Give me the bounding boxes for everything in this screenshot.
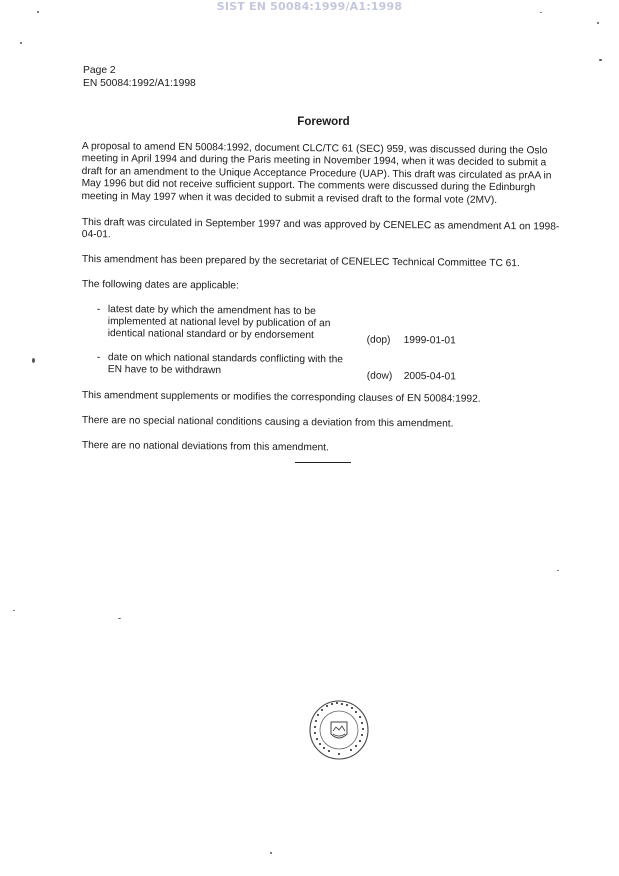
paragraph-supplements: This amendment supplements or modifies the corresponding clauses of EN 50084:1992. <box>81 390 481 405</box>
page-header <box>83 64 196 90</box>
scan-speck <box>599 59 602 61</box>
watermark: SIST EN 50084:1999/A1:1998 <box>216 0 403 13</box>
date-code: (dop) <box>366 334 391 346</box>
section-title: Foreword <box>297 116 350 128</box>
paragraph-national-deviations: There are no national deviations from this amendment. <box>81 440 329 454</box>
date-description: date on which national standards conflicting with the EN have to be withdrawn <box>107 352 344 377</box>
paragraph-secretariat: This amendment has been prepared by the secretariat of CENELEC Technical Committee TC 61. <box>81 254 520 270</box>
paragraph-approval: This draft was circulated in September 1997 and was approved by CENELEC as amendment A1 on 1998-04-01. <box>81 217 560 241</box>
scan-speck <box>118 618 121 619</box>
list-dash: - <box>96 352 101 364</box>
date-code: (dow) <box>366 370 393 382</box>
scan-speck <box>557 570 559 571</box>
date-item-dow <box>97 352 497 384</box>
scan-speck <box>540 12 542 13</box>
paragraph-dates-intro: The following dates are applicable: <box>81 279 239 292</box>
date-value: 2005-04-01 <box>403 370 456 383</box>
scan-speck <box>13 610 15 611</box>
scan-speck <box>20 42 22 44</box>
paragraph-special-conditions: There are no special national conditions causing a deviation from this amendment. <box>81 415 454 430</box>
paragraph-proposal: A proposal to amend EN 50084:1992, document CLC/TC 61 (SEC) 959, was discussed during the Oslo meeting in April 1994 and during the Paris meeting in November 1994, when it was decided to submit a draft for an amendment to the Unique Acceptance Procedure (UAP). This draft was circulated as prAA in May 1996 but did not receive sufficient support. The comments were discussed during the Edinburgh meeting in May 1997 when it was decided to submit a revised draft to the formal vote (2MV). <box>81 141 552 206</box>
scan-speck <box>32 358 35 363</box>
scan-speck <box>270 852 272 854</box>
date-description: latest date by which the amendment has to be implemented at national level by publication of an identical national standard or by endorsement <box>107 304 331 342</box>
page-number: Page 2 <box>83 65 116 76</box>
official-seal <box>307 698 371 762</box>
list-dash: - <box>96 304 101 316</box>
scan-speck <box>597 22 599 24</box>
date-item-dop <box>97 304 497 348</box>
document-id: EN 50084:1992/A1:1998 <box>83 78 196 89</box>
scan-speck <box>37 11 39 13</box>
date-value: 1999-01-01 <box>403 334 456 347</box>
end-rule <box>295 462 351 463</box>
